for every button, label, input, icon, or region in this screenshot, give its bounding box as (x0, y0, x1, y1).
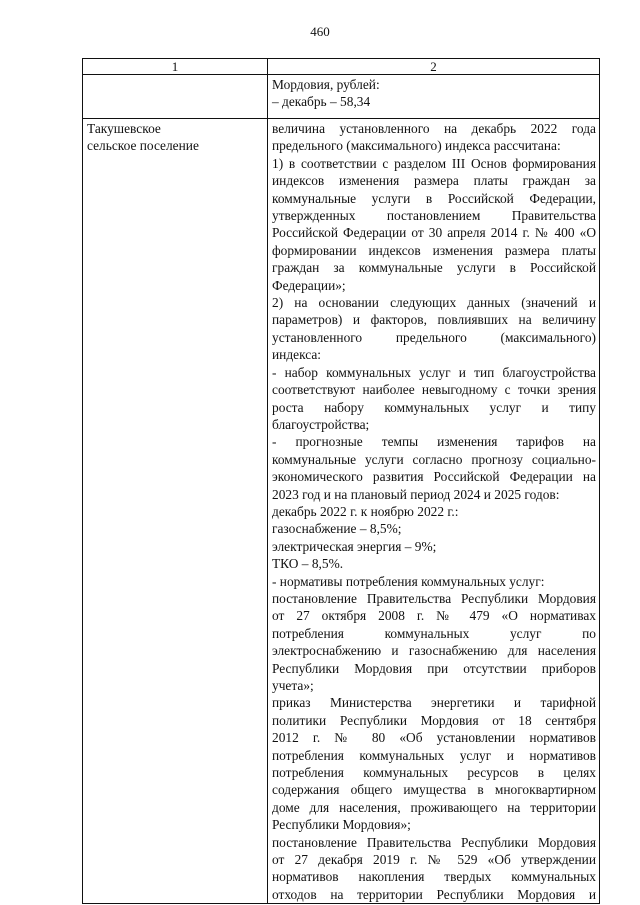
page-number: 460 (310, 24, 330, 39)
text-line: постановление Правительства Республики Мордовия (272, 834, 596, 850)
text-line: содержания общего имущества в многоквартирном (272, 782, 596, 798)
text-line: 2023 год и на плановый период 2024 и 2025 годов: (272, 486, 560, 502)
text-line: газоснабжение – 8,5%; (272, 521, 402, 537)
text-line: формировании индексов изменения размера платы (272, 242, 596, 258)
text-line: установленного предельного (максимального) (272, 329, 596, 345)
text-line: коммунальные услуги согласно прогнозу социально- (272, 451, 596, 467)
settlement-name-cell (83, 119, 268, 904)
text-line: - набор коммунальных услуг и тип благоустройства (272, 364, 596, 380)
text-line: ТКО – 8,5%. (272, 556, 344, 572)
text-line: нормативов накопления твердых коммунальных (272, 869, 596, 885)
text-line: граждан за коммунальные услуги в Российской (272, 260, 596, 276)
text-line: потребления коммунальных услуг и нормативов (272, 747, 596, 763)
text-line: предельного (максимального) индекса рассчитана: (272, 138, 561, 154)
text-line: индексов изменения размера платы граждан за (272, 173, 596, 189)
column-header-1: 1 (83, 59, 268, 75)
settlement-name-line: сельское поселение (87, 138, 199, 154)
text-line: электроснабжению и газоснабжению для населения (272, 643, 596, 659)
table-header-row (83, 59, 600, 75)
text-line: 2012 г. № 80 «Об установлении нормативов (272, 730, 596, 746)
settlement-name-line: Такушевское (87, 121, 161, 136)
text-line: Российской Федерации от 30 апреля 2014 г. № 400 «О (272, 225, 596, 241)
text-line: декабрь 2022 г. к ноябрю 2022 г.: (272, 503, 459, 519)
text-line: параметров) и факторов, повлиявших на величину (272, 312, 596, 328)
text-line: доме для населения, проживающего на территории (272, 799, 596, 815)
text-line: отходов на территории Республики Мордовия и (272, 886, 596, 902)
text-line: индекса: (272, 347, 322, 363)
text-line: роста набору коммунальных услуг и типу (272, 399, 596, 415)
text-line: постановление Правительства Республики Мордовия (272, 590, 596, 606)
text-line: от 27 декабря 2019 г. № 529 «Об утверждении (272, 852, 596, 868)
text-line: - прогнозные темпы изменения тарифов на (272, 434, 596, 450)
text-line: потребления коммунальных ресурсов в целях (272, 765, 596, 781)
text-line: Федерации»; (272, 277, 346, 293)
text-line: – декабрь – 58,34 (272, 94, 371, 110)
text-line: экономического развития Российской Федерации на (272, 469, 596, 485)
text-line: от 27 октября 2008 г. № 479 «О нормативах (272, 608, 596, 624)
text-line: приказ Министерства энергетики и тарифной (272, 695, 596, 711)
text-line: коммунальные услуги в Российской Федерации, (272, 190, 596, 206)
text-line: Республики Мордовия»; (272, 817, 411, 833)
table-row (83, 119, 600, 904)
row1-col2-cell (268, 75, 600, 119)
text-line: величина установленного на декабрь 2022 года (272, 121, 596, 136)
text-line: потребления коммунальных услуг по (272, 625, 596, 641)
text-line: Республики Мордовия при отсутствии приборов (272, 660, 596, 676)
text-line: учета»; (272, 678, 314, 693)
text-line: политики Республики Мордовия от 18 сентября (272, 712, 596, 728)
row1-col1-cell (83, 75, 268, 119)
text-line: благоустройства; (272, 416, 370, 432)
table-row (83, 75, 600, 119)
text-line: электрическая энергия – 9%; (272, 538, 437, 554)
column-header-2: 2 (268, 59, 600, 75)
text-line: 1) в соответствии с разделом III Основ формирования (272, 155, 596, 171)
text-line: утвержденных постановлением Правительства (272, 208, 596, 224)
text-line: - нормативы потребления коммунальных услуг: (272, 573, 545, 589)
text-line: Мордовия, рублей: (272, 77, 380, 92)
text-line: 2) на основании следующих данных (значений и (272, 295, 596, 311)
text-line: соответствуют наиболее невыгодному с точки зрения (272, 382, 596, 398)
document-table (82, 58, 600, 904)
index-description-cell (268, 119, 600, 904)
